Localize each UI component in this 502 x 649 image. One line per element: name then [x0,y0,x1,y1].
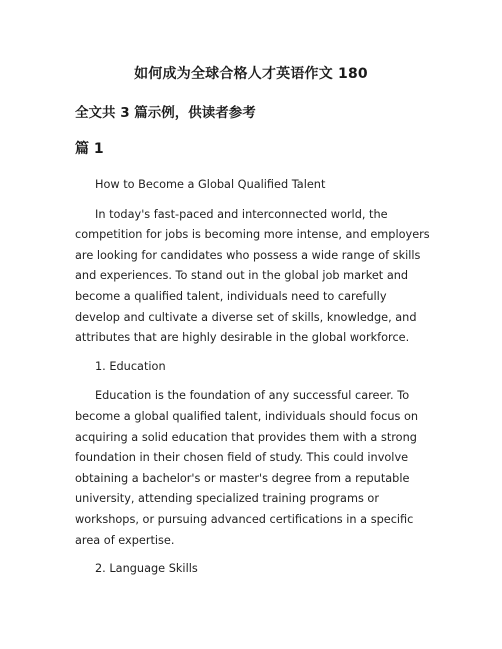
section-heading: 篇 1 [75,141,104,157]
essay-body [75,175,431,589]
document-title: 如何成为全球合格人才英语作文 180 [134,66,368,82]
document-subtitle: 全文共 3 篇示例，供读者参考 [75,105,256,121]
education-paragraph: Education is the foundation of any successful career. To become a global qualified talent, individuals should focus on acquiring a solid education that provides them with a strong foundation in their chosen field of study. This could involve obtaining a bachelor's or master's degree from a reputable university, attending specialized training programs or workshops, or pursuing advanced certifications in a specific area of expertise. [75,389,419,547]
point-heading-language: 2. Language Skills [95,562,198,576]
point-heading-education: 1. Education [95,359,166,373]
intro-paragraph: In today's fast-paced and interconnected world, the competition for jobs is becoming more intense, and employers are looking for candidates who possess a wide range of skills and experiences. To stand out in the global job market and become a qualified talent, individuals need to carefully develop and cultivate a diverse set of skills, knowledge, and attributes that are highly desirable in the global workforce. [75,207,430,345]
essay-title: How to Become a Global Qualified Talent [95,178,326,191]
